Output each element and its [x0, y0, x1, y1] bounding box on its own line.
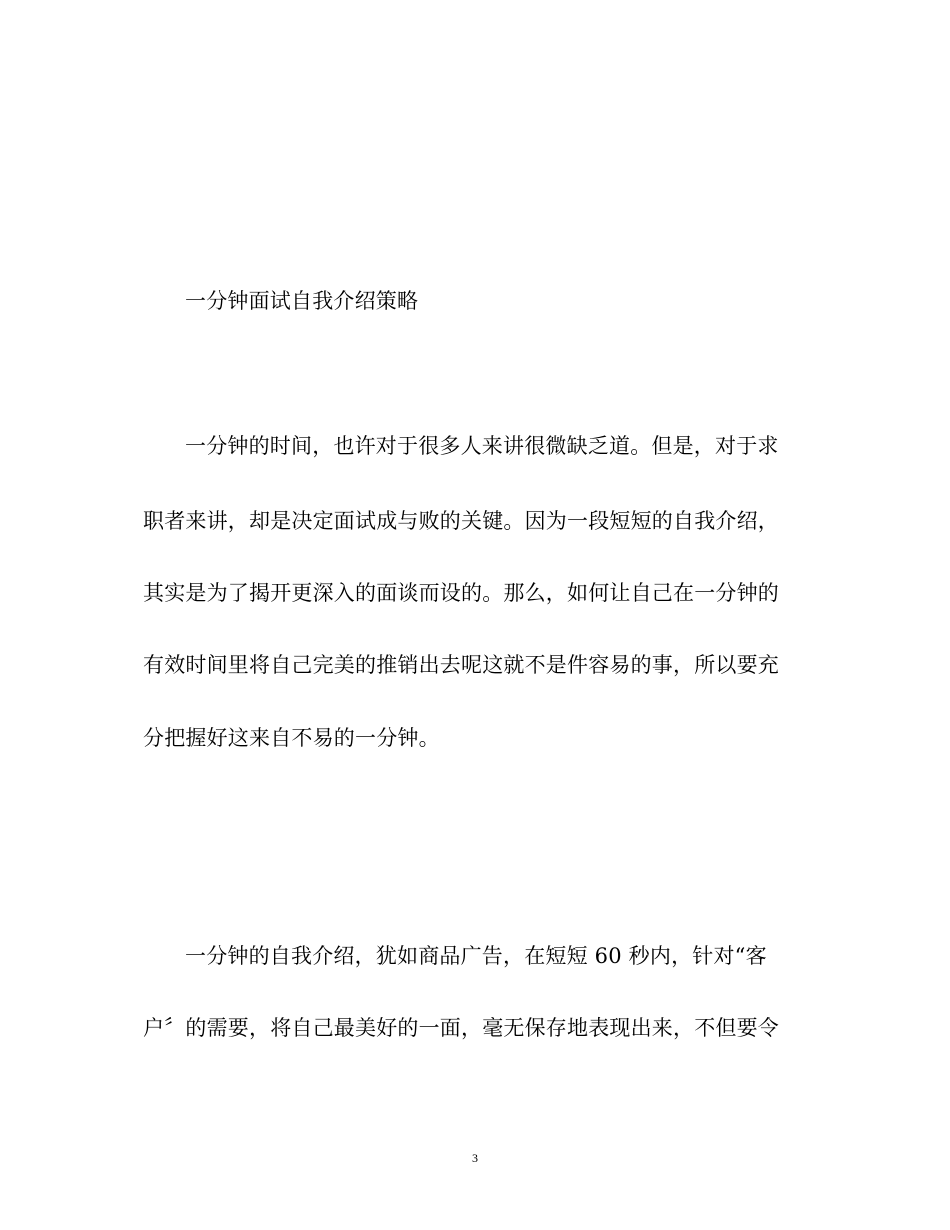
paragraph-line: 户〞的需要，将自己最美好的一面，毫无保存地表现出来，不但要令: [143, 1016, 779, 1040]
document-title: 一分钟面试自我介绍策略: [185, 289, 419, 313]
paragraph-line: 职者来讲，却是决定面试成与败的关键。因为一段短短的自我介绍，: [143, 509, 779, 533]
paragraph-line: 一分钟的时间，也许对于很多人来讲很微缺乏道。但是，对于求: [185, 434, 779, 458]
paragraph-line: 分把握好这来自不易的一分钟。: [143, 726, 440, 750]
paragraph-line: 有效时间里将自己完美的推销出去呢这就不是件容易的事，所以要充: [143, 653, 779, 677]
paragraph-line: 其实是为了揭开更深入的面谈而设的。那么，如何让自己在一分钟的: [143, 581, 779, 605]
page-number: 3: [472, 1151, 478, 1165]
paragraph-line: 一分钟的自我介绍，犹如商品广告，在短短 60 秒内，针对“客: [185, 944, 767, 968]
